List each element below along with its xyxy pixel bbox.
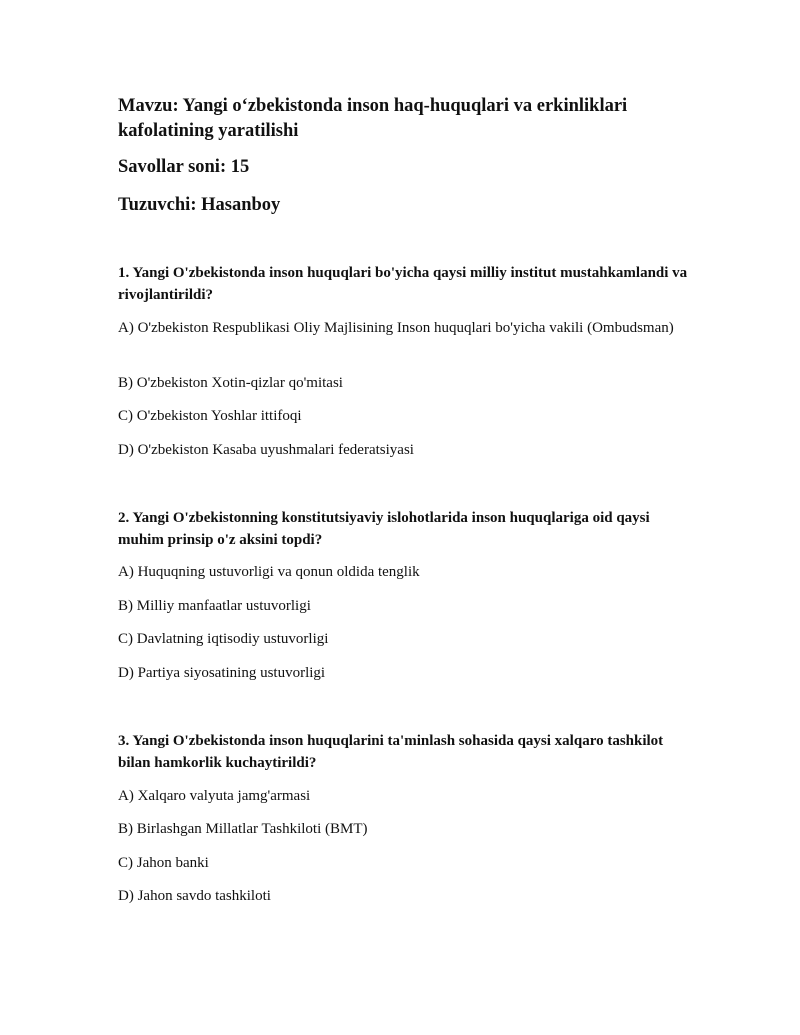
answer-option: C) Davlatning iqtisodiy ustuvorligi	[118, 631, 329, 647]
question-block	[118, 507, 698, 681]
answer-option: C) Jahon banki	[118, 855, 209, 871]
document-header	[118, 94, 698, 217]
answer-option: B) O'zbekiston Xotin-qizlar qo'mitasi	[118, 375, 343, 391]
answer-option: D) Partiya siyosatining ustuvorligi	[118, 665, 326, 681]
answer-option: A) Huquqning ustuvorligi va qonun oldida tenglik	[118, 564, 420, 580]
question-text: 2. Yangi O'zbekistonning konstitutsiyaviy islohotlarida inson huquqlariga oid qaysi muhim prinsip o'z aksini topdi?	[118, 510, 650, 548]
answer-option: D) O'zbekiston Kasaba uyushmalari federatsiyasi	[118, 442, 414, 458]
question-block	[118, 730, 698, 904]
author-line: Tuzuvchi: Hasanboy	[118, 195, 281, 215]
question-text: 1. Yangi O'zbekistonda inson huquqlari bo'yicha qaysi milliy institut mustahkamlandi va rivojlantirildi?	[118, 265, 688, 303]
question-block	[118, 262, 698, 458]
question-text: 3. Yangi O'zbekistonda inson huquqlarini ta'minlash sohasida qaysi xalqaro tashkilot bilan hamkorlik kuchaytirildi?	[118, 733, 664, 771]
document-title: Mavzu: Yangi o‘zbekistonda inson haq-huquqlari va erkinliklari kafolatining yaratilishi	[118, 96, 628, 141]
answer-option: A) O'zbekiston Respublikasi Oliy Majlisining Inson huquqlari bo'yicha vakili (Ombudsman)	[118, 320, 674, 336]
answer-option: D) Jahon savdo tashkiloti	[118, 888, 271, 904]
answer-option: B) Milliy manfaatlar ustuvorligi	[118, 598, 311, 614]
answer-option: C) O'zbekiston Yoshlar ittifoqi	[118, 408, 302, 424]
answer-option: A) Xalqaro valyuta jamg'armasi	[118, 788, 311, 804]
question-count: Savollar soni: 15	[118, 157, 250, 177]
answer-option: B) Birlashgan Millatlar Tashkiloti (BMT)	[118, 821, 368, 837]
